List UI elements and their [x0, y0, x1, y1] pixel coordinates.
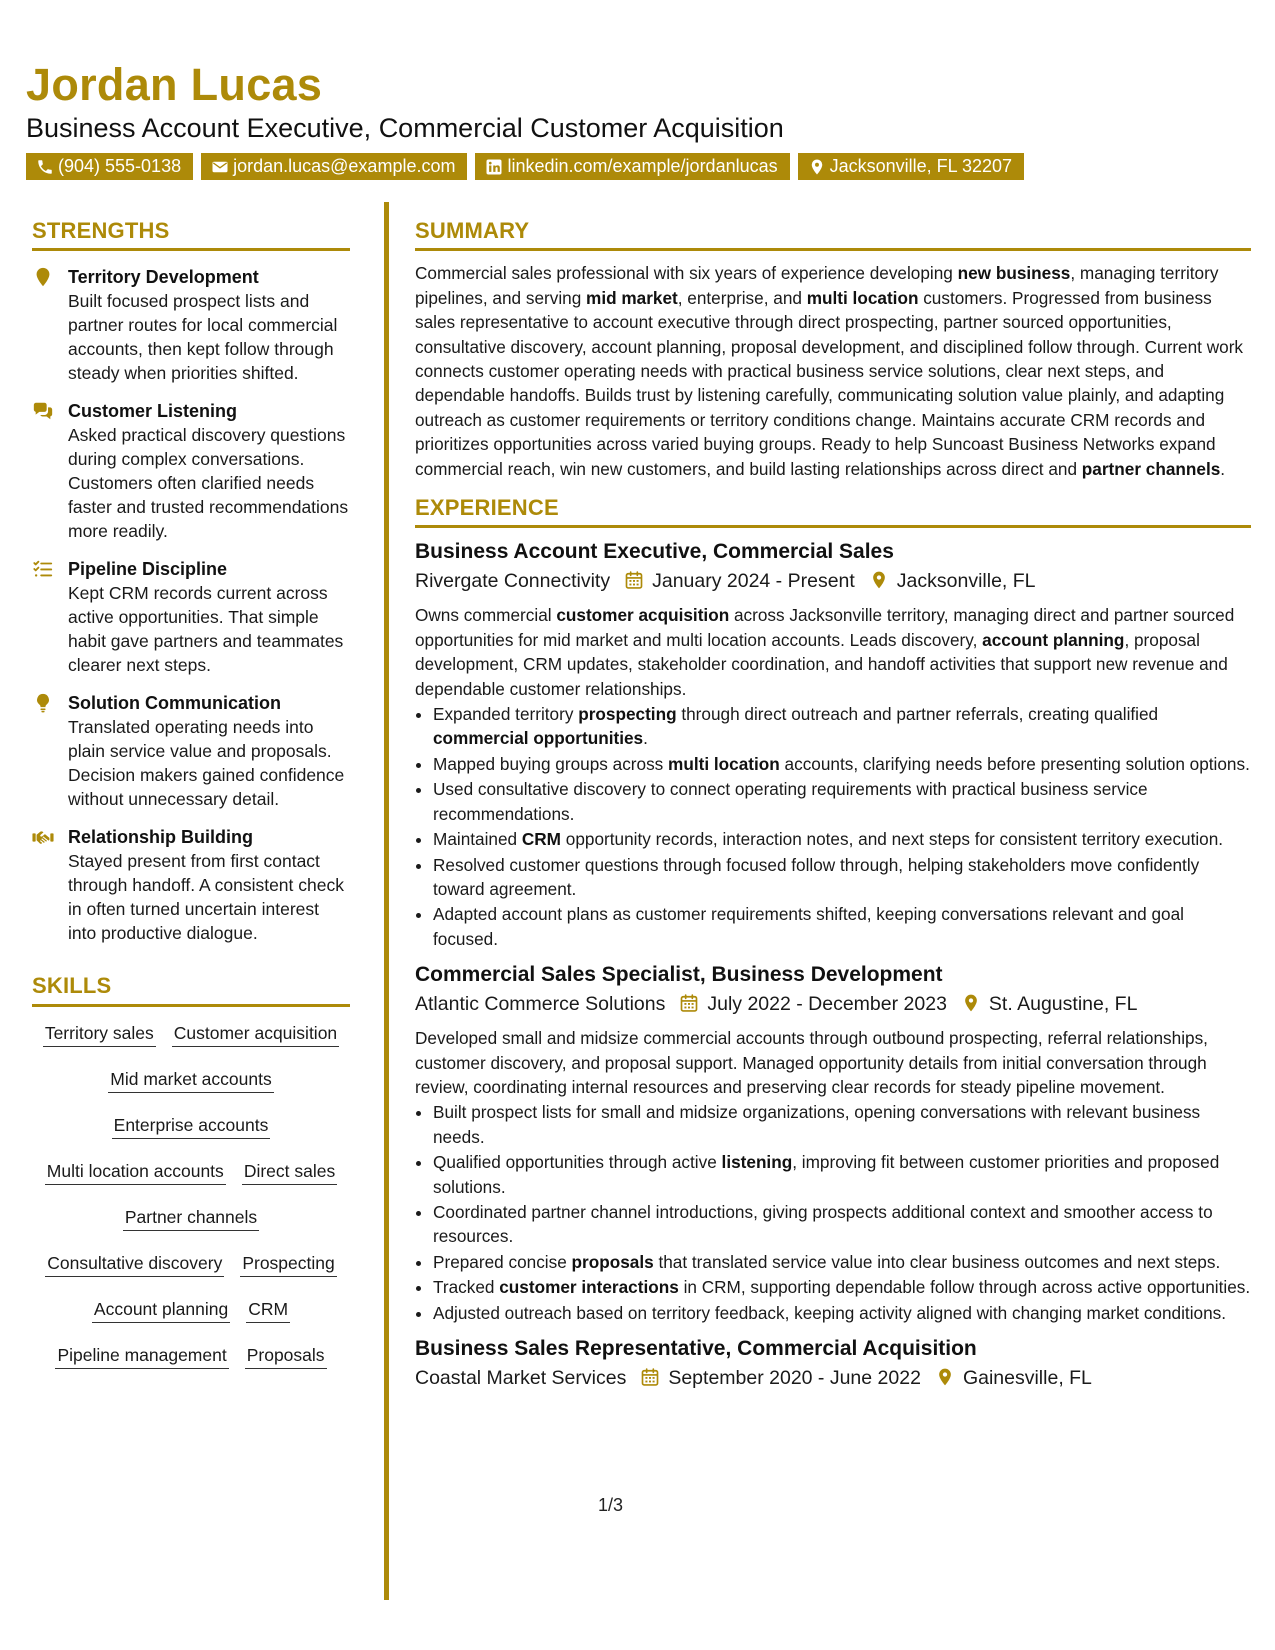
text-segment: Tracked [433, 1277, 500, 1298]
text-segment: Maintained [433, 829, 522, 850]
text-segment: Prepared concise [433, 1251, 572, 1272]
skill-tag: Pipeline management [55, 1343, 228, 1369]
bullet-item [433, 1200, 1251, 1249]
calendar-icon [679, 993, 699, 1015]
job-title: Business Sales Representative, Commercial Acquisition [415, 1337, 977, 1360]
emphasis-text: CRM [521, 829, 562, 850]
skill-tag: Account planning [92, 1297, 230, 1323]
text-segment: Developed small and midsize commercial accounts through outbound prospecting, referral relationships, customer discovery, and proposal support. Managed opportunity details from initial conversation through review, coordinating internal resources and preserving clear records for steady pipeline movement. [415, 1028, 1208, 1097]
skill-tag: Customer acquisition [172, 1021, 339, 1047]
strength-item [32, 399, 350, 543]
candidate-name: Jordan Lucas [26, 59, 323, 110]
emphasis-text: multi location [668, 753, 780, 774]
text-segment: through direct outreach and partner referrals, creating qualified [676, 704, 1159, 725]
skill-tag: Prospecting [240, 1251, 336, 1277]
strength-name: Customer Listening [68, 401, 238, 422]
job-meta [415, 990, 1251, 1018]
text-segment: Built prospect lists for small and midsize organizations, opening conversations with relevant business needs. [433, 1102, 1201, 1147]
job-dates: September 2020 - June 2022 [668, 1367, 921, 1389]
chat-bubbles-icon [32, 400, 54, 422]
emphasis-text: multi location [806, 287, 919, 308]
strength-description: Built focused prospect lists and partner routes for local commercial accounts, then kept follow through steady when priorities shifted. [68, 291, 338, 384]
skills-list [32, 1021, 350, 1389]
text-segment: Mapped buying groups across [433, 753, 669, 774]
job-entry [415, 538, 1251, 951]
job-location: St. Augustine, FL [988, 993, 1138, 1016]
contact-text: (904) 555-0138 [58, 156, 182, 176]
job-meta [415, 567, 1251, 595]
strength-description: Asked practical discovery questions during complex conversations. Customers often clarified needs faster and trusted recommendations more readily. [68, 425, 349, 542]
handshake-icon [32, 826, 54, 848]
text-segment: customers. Progressed from business sales representative to account executive through direct prospecting, partner sourced opportunities, consultative discovery, account planning, proposal development, and disciplined follow through. Current work connects customer operating needs with practical business service solutions, clear next steps, and dependable handoffs. Builds trust by listening carefully, communicating solution value plainly, and adapting outreach as customer requirements or territory conditions change. Maintains accurate CRM records and prioritizes opportunities across varied buying groups. Ready to help Suncoast Business Networks expand commercial reach, win new customers, and build lasting relationships across direct and [415, 287, 1244, 479]
skill-tag: CRM [246, 1297, 290, 1323]
strengths-heading: STRENGTHS [32, 202, 350, 251]
emphasis-text: customer interactions [499, 1277, 679, 1298]
map-pin-icon [32, 266, 54, 288]
bullet-item [433, 1150, 1251, 1199]
strength-item [32, 265, 350, 385]
job-description [415, 603, 1251, 701]
strength-description: Translated operating needs into plain service value and proposals. Decision makers gained confidence without unnecessary detail. [68, 717, 345, 810]
text-segment: Used consultative discovery to connect operating requirements with practical business service recommendations. [433, 779, 1148, 824]
text-segment: across Jacksonville territory, managing direct and partner sourced opportunities for mid market and multi location accounts. Leads discovery, [415, 605, 1235, 650]
skill-tag: Territory sales [43, 1021, 156, 1047]
job-bullets [415, 702, 1251, 951]
contact-text: Jacksonville, FL 32207 [829, 156, 1013, 176]
job-bullets [415, 1100, 1251, 1325]
strength-description: Kept CRM records current across active opportunities. That simple habit gave partners and teammates clearer next steps. [68, 583, 344, 676]
strengths-list [32, 265, 350, 945]
contact-chip[interactable] [26, 153, 193, 180]
text-segment: Commercial sales professional with six years of experience developing [415, 263, 958, 284]
emphasis-text: mid market [586, 287, 678, 308]
text-segment: Owns commercial [415, 605, 557, 626]
bullet-item [433, 1275, 1251, 1299]
location-icon [935, 1367, 955, 1389]
contact-bar [26, 153, 1032, 180]
column-divider [384, 202, 389, 1600]
text-segment: Qualified opportunities through active [433, 1152, 722, 1173]
skills-heading: SKILLS [32, 959, 350, 1006]
job-description [415, 1026, 1251, 1099]
calendar-icon [640, 1367, 660, 1389]
job-dates: July 2022 - December 2023 [707, 993, 947, 1016]
bullet-item [433, 1250, 1251, 1274]
contact-chip[interactable] [475, 153, 789, 180]
skill-tag: Enterprise accounts [112, 1113, 271, 1139]
contact-chip[interactable] [798, 153, 1024, 180]
text-segment: . [1220, 458, 1226, 479]
job-meta [415, 1364, 1251, 1392]
emphasis-text: prospecting [578, 704, 677, 725]
strength-item [32, 825, 350, 945]
emphasis-text: customer acquisition [556, 605, 730, 626]
text-segment: that translated service value into clear business outcomes and next steps. [653, 1251, 1221, 1272]
text-segment: , proposal development, CRM updates, stakeholder coordination, and handoff activities that support new revenue and dependable customer relationships. [415, 629, 1228, 699]
skill-tag: Consultative discovery [45, 1251, 224, 1277]
job-dates: January 2024 - Present [652, 570, 855, 593]
job-entry [415, 961, 1251, 1325]
strength-name: Solution Communication [68, 693, 281, 714]
text-segment: Coordinated partner channel introductions, giving prospects additional context and smoother access to resources. [433, 1201, 1213, 1247]
skill-tag: Proposals [245, 1343, 327, 1369]
skill-tag: Mid market accounts [108, 1067, 273, 1093]
job-title: Business Account Executive, Commercial Sales [415, 540, 894, 564]
text-segment: Expanded territory [433, 704, 579, 725]
bullet-item [433, 827, 1251, 851]
bullet-item [433, 1100, 1251, 1149]
candidate-headline: Business Account Executive, Commercial Customer Acquisition [26, 113, 784, 143]
skill-tag: Partner channels [123, 1205, 259, 1231]
linkedin-icon [485, 158, 503, 176]
phone-icon [36, 158, 54, 176]
emphasis-text: commercial opportunities [433, 728, 644, 749]
text-segment: , enterprise, and [677, 287, 807, 308]
strength-name: Pipeline Discipline [68, 559, 228, 580]
page-number: 1/3 [598, 1495, 624, 1515]
text-segment: accounts, clarifying needs before presenting solution options. [779, 753, 1250, 774]
company-name: Rivergate Connectivity [415, 570, 611, 593]
summary-heading: SUMMARY [415, 202, 1251, 251]
strength-name: Relationship Building [68, 827, 253, 848]
emphasis-text: partner channels [1081, 458, 1221, 479]
location-pin-icon [808, 158, 826, 176]
text-segment: . [643, 728, 648, 749]
job-title: Commercial Sales Specialist, Business Development [415, 963, 943, 987]
bullet-item [433, 853, 1251, 902]
bullet-item [433, 902, 1251, 951]
strength-item [32, 691, 350, 811]
contact-chip[interactable] [201, 153, 467, 180]
job-location: Gainesville, FL [962, 1367, 1092, 1389]
emphasis-text: account planning [982, 629, 1125, 650]
text-segment: , managing territory pipelines, and serving [415, 263, 1219, 308]
contact-text: linkedin.com/example/jordanlucas [507, 156, 778, 176]
skill-tag: Direct sales [242, 1159, 337, 1185]
company-name: Atlantic Commerce Solutions [415, 993, 666, 1016]
strength-description: Stayed present from first contact through handoff. A consistent check in often turned uncertain interest into productive dialogue. [68, 851, 344, 944]
contact-text: jordan.lucas@example.com [233, 156, 456, 176]
job-location: Jacksonville, FL [896, 570, 1036, 593]
bullet-item [433, 752, 1251, 776]
bullet-item [433, 702, 1251, 751]
job-entry [415, 1335, 1251, 1392]
text-segment: in CRM, supporting dependable follow through across active opportunities. [678, 1277, 1251, 1298]
right-column [415, 202, 1251, 1392]
left-column [32, 202, 350, 1389]
bullet-item [433, 777, 1251, 826]
text-segment: Resolved customer questions through focused follow through, helping stakeholders move confidently toward agreement. [433, 854, 1200, 899]
text-segment: Adapted account plans as customer requirements shifted, keeping conversations relevant and goal focused. [433, 904, 1184, 949]
emphasis-text: proposals [571, 1251, 654, 1272]
summary-text [415, 261, 1251, 481]
lightbulb-icon [32, 692, 54, 714]
calendar-icon [624, 570, 644, 592]
company-name: Coastal Market Services [415, 1367, 627, 1389]
text-segment: , improving fit between customer priorities and proposed solutions. [433, 1152, 1220, 1197]
checklist-icon [32, 558, 54, 580]
email-icon [211, 158, 229, 176]
location-icon [961, 993, 981, 1015]
bullet-item [433, 1301, 1251, 1325]
strength-item [32, 557, 350, 677]
text-segment: opportunity records, interaction notes, and next steps for consistent territory execution. [561, 829, 1224, 850]
emphasis-text: listening [721, 1152, 793, 1173]
strength-name: Territory Development [68, 267, 259, 288]
experience-heading: EXPERIENCE [415, 481, 1251, 528]
skill-tag: Multi location accounts [45, 1159, 226, 1185]
emphasis-text: new business [957, 263, 1071, 284]
experience-list [415, 538, 1251, 1392]
text-segment: Adjusted outreach based on territory feedback, keeping activity aligned with changing market conditions. [433, 1302, 1226, 1323]
location-icon [869, 570, 889, 592]
